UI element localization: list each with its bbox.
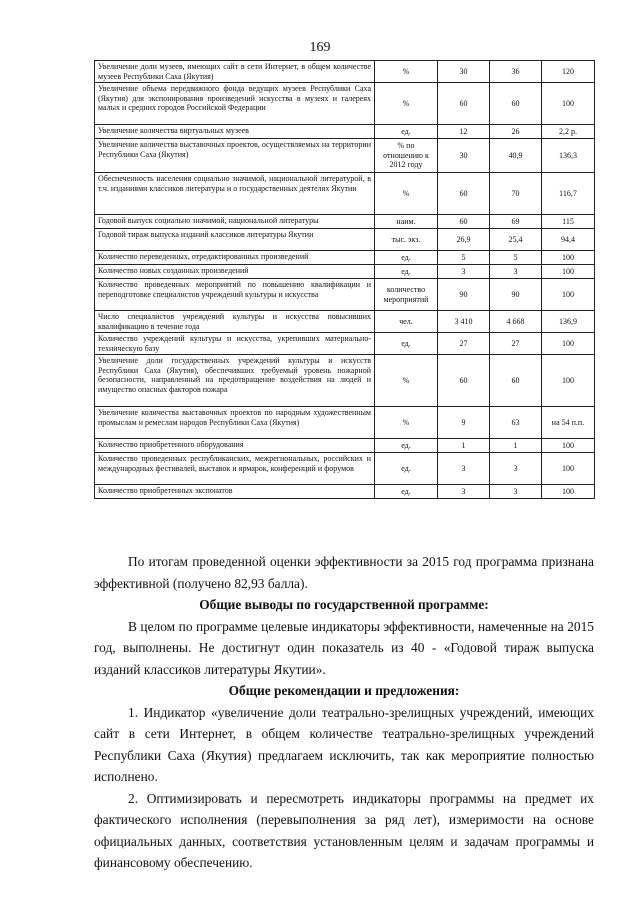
indicator-name-cell: Количество новых созданных произведений (95, 265, 375, 279)
plan-value-cell: 60 (438, 215, 490, 229)
indicator-name-cell: Увеличение доли музеев, имеющих сайт в сети Интернет, в общем количестве музеев Республики Саха (Якутия) (95, 61, 375, 83)
indicator-name-cell: Увеличение количества выставочных проектов по народным художественным промыслам и ремеслам народов Республики Саха (Якутия) (95, 407, 375, 439)
fact-value-cell: 36 (490, 61, 542, 83)
unit-cell: ед. (375, 251, 438, 265)
unit-cell: количество мероприятий (375, 279, 438, 311)
indicator-name-cell: Увеличение доли государственных учреждений культуры и искусств Республики Саха (Якутия), обеспечивших требуемый уровень пожарной безопасности, направленный на предотвращение воздействия на людей и имущество опасных факторов пожара (95, 355, 375, 407)
unit-cell: ед. (375, 439, 438, 453)
table-row (95, 83, 595, 125)
completion-cell: 100 (542, 355, 595, 407)
unit-cell: ед. (375, 333, 438, 355)
plan-value-cell: 9 (438, 407, 490, 439)
indicator-name-cell: Увеличение объема передвижного фонда ведущих музеев Республики Саха (Якутия) для экспонирования произведений искусства в музеях и галереях малых и средних городов Российской Федерации (95, 83, 375, 125)
conclusion-paragraph: По итогам проведенной оценки эффективности за 2015 год программа признана эффективной (получено 82,93 балла). (94, 554, 594, 591)
unit-cell: % (375, 83, 438, 125)
recommendations-heading: Общие рекомендации и предложения: (228, 683, 460, 698)
fact-value-cell: 70 (490, 173, 542, 215)
table-row (95, 61, 595, 83)
recommendation-1: 1. Индикатор «увеличение доли театрально-зрелищных учреждений, имеющих сайт в сети Интернет, в общем количестве театрально-зрелищных учреждений Республики Саха (Якутия) предлагаем исключить, так как мероприятие полностью исполнено. (94, 704, 594, 784)
indicator-name-cell: Увеличение количества виртуальных музеев (95, 125, 375, 139)
fact-value-cell: 3 (490, 265, 542, 279)
indicators-table (94, 60, 595, 499)
table-row (95, 279, 595, 311)
table-row (95, 251, 595, 265)
table-row (95, 407, 595, 439)
plan-value-cell: 27 (438, 333, 490, 355)
completion-cell: 100 (542, 439, 595, 453)
fact-value-cell: 26 (490, 125, 542, 139)
completion-cell: 100 (542, 251, 595, 265)
completion-cell: 115 (542, 215, 595, 229)
unit-cell: наим. (375, 215, 438, 229)
indicator-name-cell: Количество проведенных мероприятий по повышению квалификации и переподготовке специалистов учреждений культуры и искусства (95, 279, 375, 311)
plan-value-cell: 60 (438, 173, 490, 215)
completion-cell: 100 (542, 265, 595, 279)
plan-value-cell: 3 (438, 485, 490, 499)
completion-cell: 100 (542, 83, 595, 125)
table-row (95, 485, 595, 499)
completion-cell: 100 (542, 453, 595, 485)
plan-value-cell: 1 (438, 439, 490, 453)
unit-cell: % (375, 61, 438, 83)
fact-value-cell: 3 (490, 485, 542, 499)
indicator-name-cell: Количество учреждений культуры и искусства, укрепивших материально-техническую базу (95, 333, 375, 355)
unit-cell: % (375, 407, 438, 439)
completion-cell: 120 (542, 61, 595, 83)
completion-cell: 116,7 (542, 173, 595, 215)
completion-cell: 136,3 (542, 139, 595, 173)
fact-value-cell: 5 (490, 251, 542, 265)
indicator-name-cell: Годовой тираж выпуска изданий классиков литературы Якутии (95, 229, 375, 251)
table-row (95, 173, 595, 215)
plan-value-cell: 3 (438, 453, 490, 485)
table-row (95, 355, 595, 407)
indicator-name-cell: Количество проведенных республиканских, межрегиональных, российских и международных фестивалей, выставок и ярмарок, конференций и форумов (95, 453, 375, 485)
table-row (95, 265, 595, 279)
fact-value-cell: 40,9 (490, 139, 542, 173)
completion-cell: на 54 п.п. (542, 407, 595, 439)
completion-cell: 100 (542, 279, 595, 311)
unit-cell: ед. (375, 125, 438, 139)
plan-value-cell: 60 (438, 355, 490, 407)
general-conclusions-heading: Общие выводы по государственной программе: (199, 597, 489, 612)
plan-value-cell: 90 (438, 279, 490, 311)
unit-cell: % (375, 355, 438, 407)
plan-value-cell: 60 (438, 83, 490, 125)
table-row (95, 139, 595, 173)
fact-value-cell: 4 668 (490, 311, 542, 333)
general-conclusions-paragraph: В целом по программе целевые индикаторы эффективности, намеченные на 2015 год, выполнены. Не достигнут один показатель из 40 - «Годовой тираж выпуска изданий классиков литературы Якутии». (94, 618, 594, 677)
unit-cell: ед. (375, 485, 438, 499)
table-row (95, 229, 595, 251)
fact-value-cell: 63 (490, 407, 542, 439)
recommendation-2: 2. Оптимизировать и пересмотреть индикаторы программы на предмет их фактического исполнения (перевыполнения за ряд лет), измеримости на основе официальных данных, соответствия установленным целям и задачам программы и финансовому обеспечению. (94, 790, 594, 870)
plan-value-cell: 3 (438, 265, 490, 279)
completion-cell: 2,2 р. (542, 125, 595, 139)
completion-cell: 100 (542, 485, 595, 499)
plan-value-cell: 30 (438, 139, 490, 173)
body-text (94, 551, 594, 874)
completion-cell: 100 (542, 333, 595, 355)
table-row (95, 333, 595, 355)
table-row (95, 215, 595, 229)
indicator-name-cell: Количество приобретенных экспонатов (95, 485, 375, 499)
unit-cell: тыс. экз. (375, 229, 438, 251)
fact-value-cell: 25,4 (490, 229, 542, 251)
fact-value-cell: 60 (490, 83, 542, 125)
fact-value-cell: 1 (490, 439, 542, 453)
fact-value-cell: 3 (490, 453, 542, 485)
table-row (95, 311, 595, 333)
plan-value-cell: 5 (438, 251, 490, 265)
table-row (95, 439, 595, 453)
fact-value-cell: 27 (490, 333, 542, 355)
indicator-name-cell: Увеличение количества выставочных проектов, осуществляемых на территории Республики Саха (Якутия) (95, 139, 375, 173)
indicator-name-cell: Годовой выпуск социально значимой, национальной литературы (95, 215, 375, 229)
indicator-name-cell: Число специалистов учреждений культуры и искусства повысивших квалификацию в течение года (95, 311, 375, 333)
indicator-name-cell: Количество переведенных, отредактированных произведений (95, 251, 375, 265)
fact-value-cell: 69 (490, 215, 542, 229)
indicator-name-cell: Обеспеченность населения социально значимой, национальной литературой, в т.ч. изданиями классиков литературы и о государственных деятелях Якутии (95, 173, 375, 215)
completion-cell: 136,9 (542, 311, 595, 333)
unit-cell: ед. (375, 453, 438, 485)
completion-cell: 94,4 (542, 229, 595, 251)
table-row (95, 453, 595, 485)
indicator-name-cell: Количество приобретенного оборудования (95, 439, 375, 453)
page-number: 169 (309, 40, 331, 55)
plan-value-cell: 30 (438, 61, 490, 83)
indicators-table-body (95, 61, 595, 499)
plan-value-cell: 26,9 (438, 229, 490, 251)
unit-cell: ед. (375, 265, 438, 279)
unit-cell: чел. (375, 311, 438, 333)
plan-value-cell: 3 410 (438, 311, 490, 333)
table-row (95, 125, 595, 139)
unit-cell: % (375, 173, 438, 215)
fact-value-cell: 60 (490, 355, 542, 407)
fact-value-cell: 90 (490, 279, 542, 311)
unit-cell: % по отношению к 2012 году (375, 139, 438, 173)
plan-value-cell: 12 (438, 125, 490, 139)
